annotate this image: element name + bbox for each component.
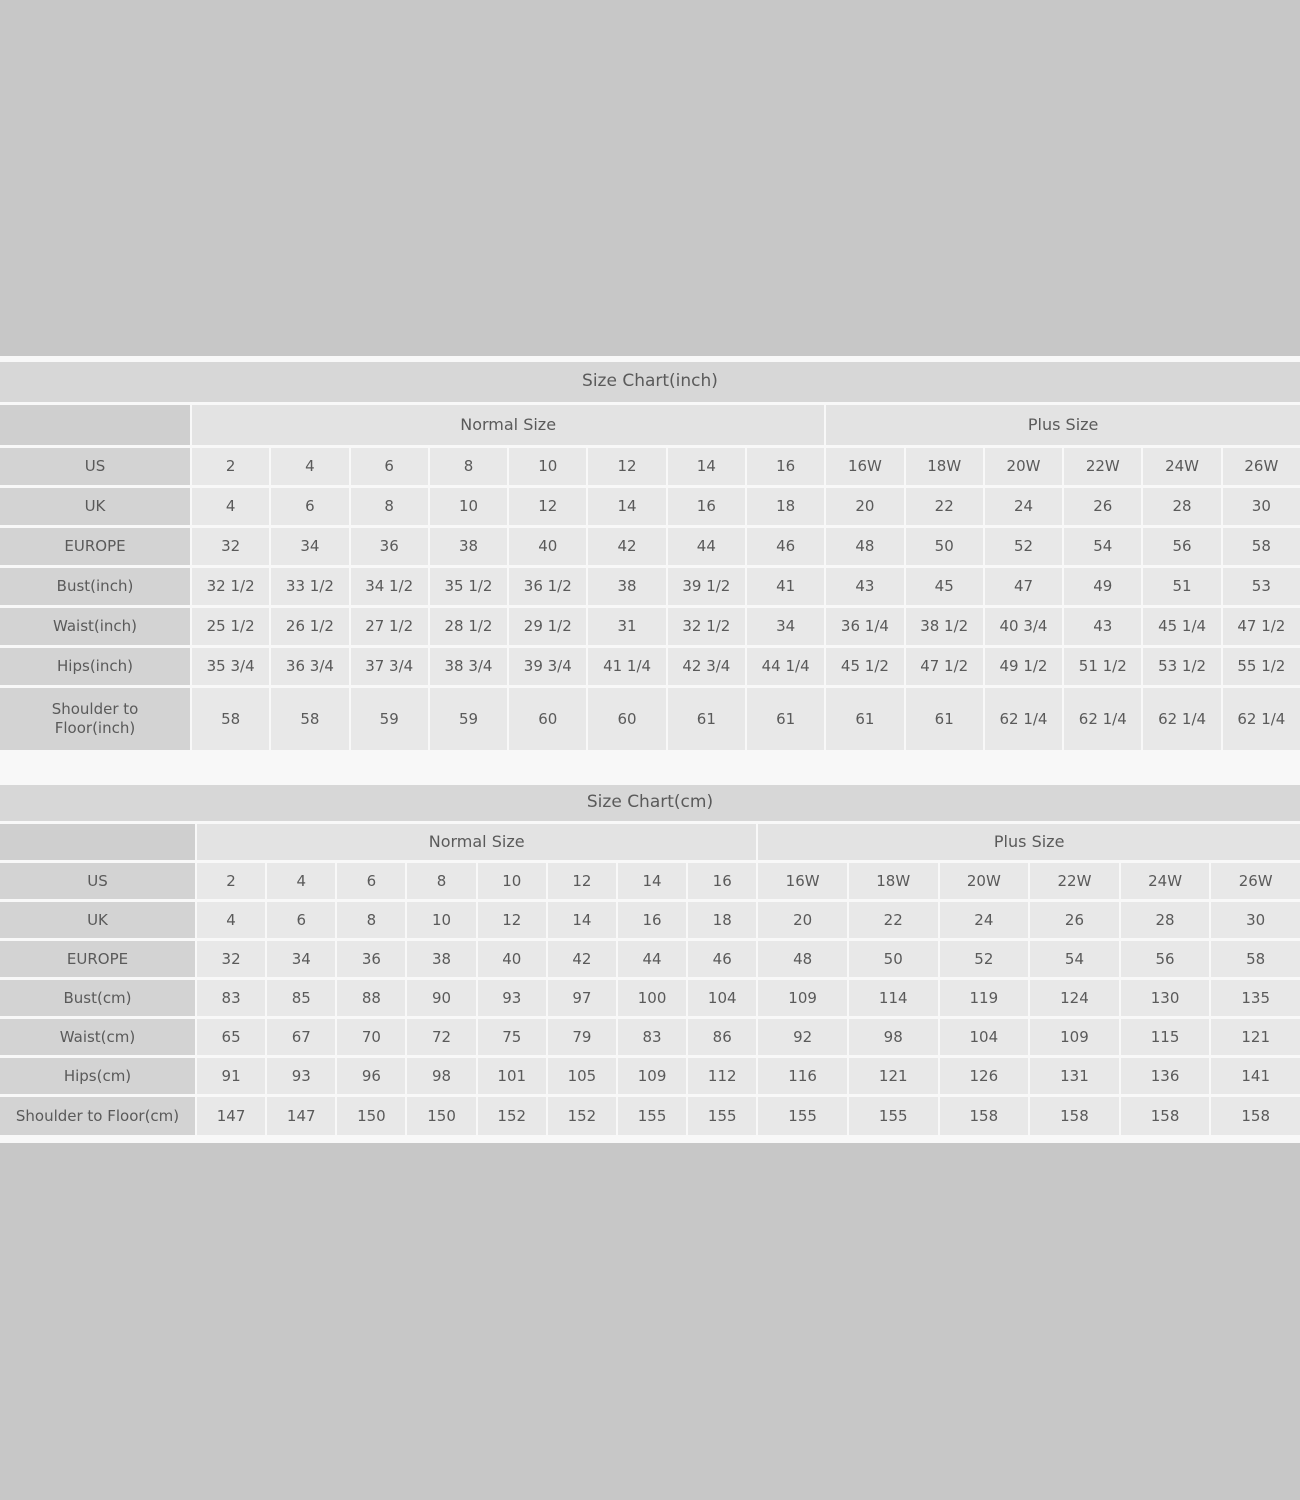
row-label-cell: UK [0, 902, 195, 938]
group-header: Plus Size [758, 824, 1300, 860]
table-cell: 59 [430, 688, 507, 750]
table-title: Size Chart(cm) [0, 785, 1300, 821]
table-cell: 155 [849, 1097, 938, 1135]
table-cell: 4 [271, 448, 348, 485]
row-label-cell: EUROPE [0, 528, 190, 565]
table-cell: 48 [758, 941, 847, 977]
corner-cell [0, 405, 190, 445]
table-cell: 100 [618, 980, 686, 1016]
table-cell: 90 [407, 980, 475, 1016]
table-cell: 26W [1211, 863, 1300, 899]
table-cell: 55 1/2 [1223, 648, 1300, 685]
table-cell: 93 [267, 1058, 335, 1094]
table-cell: 60 [588, 688, 665, 750]
table-cell: 152 [478, 1097, 546, 1135]
table-cell: 67 [267, 1019, 335, 1055]
table-cell: 16 [668, 488, 745, 525]
table-cell: 88 [337, 980, 405, 1016]
table-cell: 61 [826, 688, 903, 750]
table-cell: 47 1/2 [906, 648, 983, 685]
table-cell: 51 [1143, 568, 1220, 605]
table-cell: 43 [826, 568, 903, 605]
table-cell: 150 [337, 1097, 405, 1135]
table-cell: 16 [618, 902, 686, 938]
table-cell: 115 [1121, 1019, 1210, 1055]
table-cell: 62 1/4 [1064, 688, 1141, 750]
table-cell: 48 [826, 528, 903, 565]
table-cell: 155 [758, 1097, 847, 1135]
size-chart-inch-table [0, 362, 1300, 750]
table-cell: 24W [1121, 863, 1210, 899]
table-cell: 10 [407, 902, 475, 938]
row-label-cell: Waist(cm) [0, 1019, 195, 1055]
table-cell: 119 [940, 980, 1029, 1016]
table-cell: 61 [668, 688, 745, 750]
table-cell: 135 [1211, 980, 1300, 1016]
table-cell: 98 [849, 1019, 938, 1055]
table-cell: 4 [192, 488, 269, 525]
table-cell: 6 [351, 448, 428, 485]
table-cell: 30 [1211, 902, 1300, 938]
table-cell: 42 [588, 528, 665, 565]
table-cell: 22W [1030, 863, 1119, 899]
table-cell: 44 1/4 [747, 648, 824, 685]
table-cell: 28 [1121, 902, 1210, 938]
table-cell: 91 [197, 1058, 265, 1094]
table-cell: 12 [588, 448, 665, 485]
table-cell: 10 [509, 448, 586, 485]
table-cell: 42 [548, 941, 616, 977]
table-cell: 136 [1121, 1058, 1210, 1094]
table-cell: 40 [478, 941, 546, 977]
table-cell: 16 [747, 448, 824, 485]
row-label-cell: Shoulder to Floor(cm) [0, 1097, 195, 1135]
table-cell: 58 [1211, 941, 1300, 977]
table-cell: 83 [618, 1019, 686, 1055]
table-cell: 121 [849, 1058, 938, 1094]
table-cell: 158 [940, 1097, 1029, 1135]
table-cell: 22W [1064, 448, 1141, 485]
table-cell: 14 [588, 488, 665, 525]
table-cell: 34 [747, 608, 824, 645]
table-cell: 53 1/2 [1143, 648, 1220, 685]
group-header: Plus Size [826, 405, 1300, 445]
table-cell: 126 [940, 1058, 1029, 1094]
table-cell: 93 [478, 980, 546, 1016]
table-cell: 6 [271, 488, 348, 525]
table-cell: 16W [826, 448, 903, 485]
table-cell: 4 [197, 902, 265, 938]
table-cell: 65 [197, 1019, 265, 1055]
table-cell: 109 [758, 980, 847, 1016]
table-cell: 32 [197, 941, 265, 977]
table-cell: 45 1/2 [826, 648, 903, 685]
table-cell: 85 [267, 980, 335, 1016]
table-cell: 20W [940, 863, 1029, 899]
table-cell: 51 1/2 [1064, 648, 1141, 685]
table-cell: 12 [509, 488, 586, 525]
table-cell: 24 [985, 488, 1062, 525]
table-cell: 114 [849, 980, 938, 1016]
table-cell: 50 [906, 528, 983, 565]
table-cell: 32 1/2 [668, 608, 745, 645]
table-cell: 44 [668, 528, 745, 565]
table-cell: 97 [548, 980, 616, 1016]
row-label-cell: EUROPE [0, 941, 195, 977]
table-cell: 54 [1030, 941, 1119, 977]
row-label-cell: UK [0, 488, 190, 525]
table-cell: 45 1/4 [1143, 608, 1220, 645]
row-label-cell: Waist(inch) [0, 608, 190, 645]
table-cell: 20W [985, 448, 1062, 485]
table-cell: 121 [1211, 1019, 1300, 1055]
table-cell: 98 [407, 1058, 475, 1094]
table-cell: 36 [337, 941, 405, 977]
table-cell: 86 [688, 1019, 756, 1055]
table-cell: 62 1/4 [1143, 688, 1220, 750]
table-cell: 131 [1030, 1058, 1119, 1094]
table-cell: 12 [478, 902, 546, 938]
table-cell: 36 1/4 [826, 608, 903, 645]
table-cell: 38 [407, 941, 475, 977]
table-cell: 141 [1211, 1058, 1300, 1094]
table-cell: 147 [267, 1097, 335, 1135]
table-cell: 26 1/2 [271, 608, 348, 645]
table-cell: 29 1/2 [509, 608, 586, 645]
table-cell: 83 [197, 980, 265, 1016]
table-cell: 12 [548, 863, 616, 899]
table-cell: 46 [688, 941, 756, 977]
table-cell: 36 [351, 528, 428, 565]
table-cell: 20 [826, 488, 903, 525]
table-cell: 46 [747, 528, 824, 565]
table-cell: 104 [940, 1019, 1029, 1055]
table-cell: 28 1/2 [430, 608, 507, 645]
table-cell: 96 [337, 1058, 405, 1094]
size-chart-panel [0, 356, 1300, 1143]
table-cell: 61 [747, 688, 824, 750]
table-cell: 14 [548, 902, 616, 938]
table-cell: 32 [192, 528, 269, 565]
table-cell: 35 3/4 [192, 648, 269, 685]
group-header: Normal Size [192, 405, 824, 445]
table-cell: 158 [1211, 1097, 1300, 1135]
table-cell: 8 [430, 448, 507, 485]
table-cell: 39 3/4 [509, 648, 586, 685]
table-cell: 26 [1064, 488, 1141, 525]
table-cell: 2 [192, 448, 269, 485]
table-cell: 18 [688, 902, 756, 938]
table-cell: 10 [430, 488, 507, 525]
table-cell: 26W [1223, 448, 1300, 485]
table-cell: 101 [478, 1058, 546, 1094]
row-label-cell: Bust(cm) [0, 980, 195, 1016]
table-cell: 34 [267, 941, 335, 977]
table-cell: 41 1/4 [588, 648, 665, 685]
table-cell: 25 1/2 [192, 608, 269, 645]
table-cell: 150 [407, 1097, 475, 1135]
table-cell: 130 [1121, 980, 1210, 1016]
table-cell: 31 [588, 608, 665, 645]
table-cell: 104 [688, 980, 756, 1016]
table-cell: 10 [478, 863, 546, 899]
table-cell: 38 [430, 528, 507, 565]
table-cell: 54 [1064, 528, 1141, 565]
table-cell: 14 [668, 448, 745, 485]
table-cell: 6 [337, 863, 405, 899]
table-cell: 158 [1030, 1097, 1119, 1135]
table-cell: 18 [747, 488, 824, 525]
table-cell: 8 [407, 863, 475, 899]
table-cell: 50 [849, 941, 938, 977]
table-cell: 53 [1223, 568, 1300, 605]
table-cell: 56 [1143, 528, 1220, 565]
corner-cell [0, 824, 195, 860]
table-cell: 109 [1030, 1019, 1119, 1055]
table-cell: 8 [337, 902, 405, 938]
row-label-cell: Bust(inch) [0, 568, 190, 605]
table-cell: 147 [197, 1097, 265, 1135]
table-cell: 40 [509, 528, 586, 565]
table-title: Size Chart(inch) [0, 362, 1300, 402]
table-cell: 105 [548, 1058, 616, 1094]
table-cell: 152 [548, 1097, 616, 1135]
table-cell: 116 [758, 1058, 847, 1094]
table-cell: 33 1/2 [271, 568, 348, 605]
table-cell: 18W [849, 863, 938, 899]
table-cell: 34 [271, 528, 348, 565]
table-cell: 75 [478, 1019, 546, 1055]
table-cell: 16W [758, 863, 847, 899]
table-cell: 60 [509, 688, 586, 750]
table-cell: 47 1/2 [1223, 608, 1300, 645]
table-cell: 109 [618, 1058, 686, 1094]
table-cell: 58 [271, 688, 348, 750]
table-cell: 49 1/2 [985, 648, 1062, 685]
table-cell: 52 [940, 941, 1029, 977]
row-label-cell: US [0, 863, 195, 899]
table-cell: 38 [588, 568, 665, 605]
table-cell: 8 [351, 488, 428, 525]
row-label-cell: US [0, 448, 190, 485]
table-cell: 24W [1143, 448, 1220, 485]
table-cell: 49 [1064, 568, 1141, 605]
table-cell: 27 1/2 [351, 608, 428, 645]
table-cell: 4 [267, 863, 335, 899]
table-cell: 34 1/2 [351, 568, 428, 605]
table-cell: 158 [1121, 1097, 1210, 1135]
table-cell: 47 [985, 568, 1062, 605]
table-cell: 26 [1030, 902, 1119, 938]
table-cell: 37 3/4 [351, 648, 428, 685]
row-label-cell: Hips(cm) [0, 1058, 195, 1094]
table-cell: 39 1/2 [668, 568, 745, 605]
table-cell: 58 [1223, 528, 1300, 565]
table-cell: 112 [688, 1058, 756, 1094]
table-cell: 18W [906, 448, 983, 485]
table-cell: 92 [758, 1019, 847, 1055]
table-cell: 61 [906, 688, 983, 750]
table-cell: 24 [940, 902, 1029, 938]
table-cell: 124 [1030, 980, 1119, 1016]
table-cell: 40 3/4 [985, 608, 1062, 645]
table-cell: 36 3/4 [271, 648, 348, 685]
table-cell: 41 [747, 568, 824, 605]
table-cell: 62 1/4 [985, 688, 1062, 750]
table-cell: 35 1/2 [430, 568, 507, 605]
table-cell: 38 1/2 [906, 608, 983, 645]
table-cell: 58 [192, 688, 269, 750]
table-cell: 59 [351, 688, 428, 750]
table-cell: 155 [688, 1097, 756, 1135]
table-cell: 45 [906, 568, 983, 605]
table-cell: 16 [688, 863, 756, 899]
table-cell: 70 [337, 1019, 405, 1055]
table-cell: 28 [1143, 488, 1220, 525]
table-cell: 6 [267, 902, 335, 938]
table-cell: 56 [1121, 941, 1210, 977]
table-cell: 22 [906, 488, 983, 525]
table-cell: 38 3/4 [430, 648, 507, 685]
table-cell: 36 1/2 [509, 568, 586, 605]
table-cell: 43 [1064, 608, 1141, 645]
table-cell: 52 [985, 528, 1062, 565]
row-label-cell: Shoulder to Floor(inch) [0, 688, 190, 750]
table-cell: 72 [407, 1019, 475, 1055]
table-cell: 22 [849, 902, 938, 938]
table-cell: 14 [618, 863, 686, 899]
table-cell: 79 [548, 1019, 616, 1055]
table-cell: 42 3/4 [668, 648, 745, 685]
table-cell: 62 1/4 [1223, 688, 1300, 750]
group-header: Normal Size [197, 824, 756, 860]
table-cell: 2 [197, 863, 265, 899]
size-chart-cm-table [0, 785, 1300, 1135]
row-label-cell: Hips(inch) [0, 648, 190, 685]
table-cell: 44 [618, 941, 686, 977]
table-cell: 155 [618, 1097, 686, 1135]
table-cell: 32 1/2 [192, 568, 269, 605]
table-cell: 30 [1223, 488, 1300, 525]
table-cell: 20 [758, 902, 847, 938]
